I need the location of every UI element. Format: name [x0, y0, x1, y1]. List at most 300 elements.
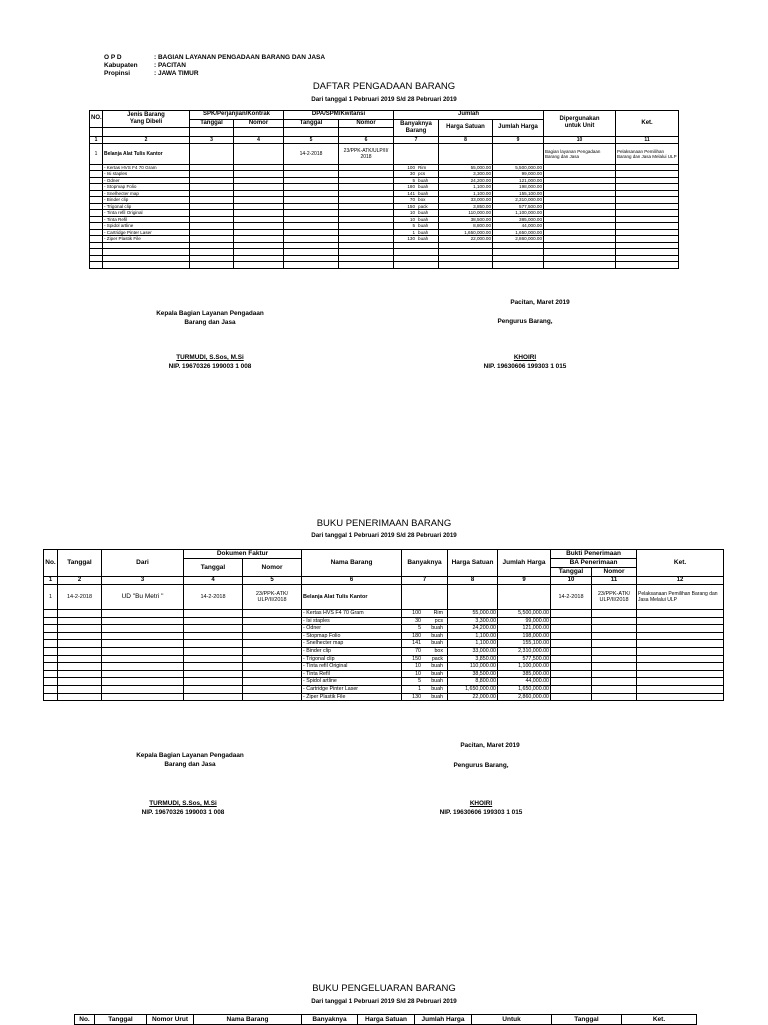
col-number: 7 [402, 577, 448, 585]
cell [339, 262, 394, 269]
col-dpa-tanggal: Tanggal [284, 119, 339, 128]
pengeluaran-title: BUKU PENGELUARAN BARANG [312, 983, 456, 994]
col-dipergunakan: Dipergunakan untuk Unit [544, 111, 616, 137]
item-name: - Kertas HVS F4 70 Gram [103, 164, 190, 171]
item-name: - Snelhecter map [302, 640, 402, 648]
cell [243, 670, 302, 678]
cell [90, 262, 103, 269]
item-unit: Rim [418, 164, 427, 170]
item-qty-value: 70 [409, 197, 416, 202]
item-name: - Trigonal clip [103, 203, 190, 210]
item-total: 577,500.00 [493, 203, 544, 210]
item-name: - Odner [103, 177, 190, 184]
item-name: - Tinta refil Original [302, 663, 402, 671]
item-total: 44,000.00 [498, 678, 551, 686]
cell [592, 632, 637, 640]
item-unit: buah [431, 663, 444, 670]
row2-dari: UD "Bu Metri " [102, 585, 184, 610]
col-number: 1 [90, 136, 103, 143]
item-qty [402, 625, 448, 633]
col-number: 8 [439, 136, 493, 143]
cell [190, 262, 234, 269]
cell [58, 625, 102, 633]
cell [44, 617, 58, 625]
left-nip-2: NIP. 19670326 199003 1 008 [141, 808, 225, 816]
col-header: Untuk [472, 1015, 552, 1025]
item-total: 2,310,000.00 [498, 647, 551, 655]
table-row [44, 647, 724, 655]
item-qty-value: 30 [415, 617, 422, 624]
cell [102, 640, 184, 648]
spacer [190, 128, 234, 137]
propinsi-label: Propinsi [104, 70, 131, 77]
item-unit: buah [418, 236, 429, 241]
col2-dari: Dari [102, 550, 184, 577]
col-number: 11 [616, 136, 679, 143]
cell [184, 670, 243, 678]
cell [394, 143, 439, 164]
item-price: 1,650,000.00 [448, 685, 498, 693]
item-qty-value: 5 [412, 223, 416, 228]
col2-no: No. [44, 550, 58, 577]
cell [592, 647, 637, 655]
col-header: Tanggal [552, 1015, 622, 1025]
right-sign-block-2 [381, 800, 581, 817]
cell [637, 663, 724, 671]
cell [439, 262, 493, 269]
item-total: 155,100.00 [493, 190, 544, 197]
item-total: 121,000.00 [498, 625, 551, 633]
col-jumlah-harga: Jumlah Harga [493, 119, 544, 136]
kabupaten-value: : PACITAN [154, 62, 186, 69]
item-qty-value: 180 [412, 632, 422, 639]
item-name: - Stopmap Folio [103, 184, 190, 191]
item-price: 8,800.00 [448, 678, 498, 686]
item-qty [402, 685, 448, 693]
spacer [339, 128, 394, 137]
item-qty-value: 5 [412, 177, 416, 183]
cell [102, 610, 184, 618]
col-number: 2 [58, 577, 102, 585]
cell [551, 655, 592, 663]
table-row [44, 655, 724, 663]
header-info [104, 54, 325, 78]
cell [448, 585, 498, 610]
item-unit: buah [418, 190, 429, 196]
item-name: - Ziper Plastik File [302, 693, 402, 701]
table-row-empty [90, 262, 679, 269]
item-unit: buah [431, 693, 444, 700]
item-name: - Tinta Refil [103, 216, 190, 223]
cell [243, 678, 302, 686]
col2-bukti: Bukti Penerimaan [551, 550, 637, 559]
table-row [44, 632, 724, 640]
table-row [44, 685, 724, 693]
col-header: Jumlah Harga [415, 1015, 472, 1025]
col-number: 10 [551, 577, 592, 585]
item-price: 24,200.00 [439, 177, 493, 184]
cell [551, 640, 592, 648]
cell [58, 693, 102, 701]
cell [592, 625, 637, 633]
cell [44, 647, 58, 655]
cell [551, 678, 592, 686]
item-unit: buah [431, 625, 444, 632]
cell [102, 693, 184, 701]
cell [592, 693, 637, 701]
col2-dok-tanggal: Tanggal [184, 559, 243, 577]
cell [102, 632, 184, 640]
col2-ba: BA Penerimaan [551, 559, 637, 568]
item-qty-value: 150 [407, 203, 416, 209]
col-header: Nomor Urut [147, 1015, 194, 1025]
place-date-2: Pacitan, Maret 2019 [460, 742, 520, 749]
cell [592, 663, 637, 671]
cell [551, 647, 592, 655]
spacer [234, 128, 284, 137]
cell [243, 693, 302, 701]
propinsi-value: : JAWA TIMUR [154, 70, 199, 77]
item-total: 1,650,000.00 [498, 685, 551, 693]
cell [184, 625, 243, 633]
col-number: 12 [637, 577, 724, 585]
cell [44, 670, 58, 678]
cell [592, 685, 637, 693]
item-name: - Stopmap Folio [302, 632, 402, 640]
opd-label: O P D [104, 54, 122, 61]
cell [184, 617, 243, 625]
item-price: 3,850.00 [439, 203, 493, 210]
item-price: 22,000.00 [439, 236, 493, 243]
penerimaan-table [43, 549, 724, 701]
item-total: 198,000.00 [498, 632, 551, 640]
item-unit: pack [418, 203, 428, 209]
item-price: 55,000.00 [439, 164, 493, 171]
item-name: - Kertas HVS F4 70 Gram [302, 610, 402, 618]
item-name: - Trigonal clip [302, 655, 402, 663]
item-total: 1,650,000.00 [493, 229, 544, 236]
item-unit: pcs [434, 617, 444, 624]
item-total: 99,000.00 [498, 617, 551, 625]
item-price: 3,300.00 [439, 171, 493, 178]
item-qty-value: 130 [407, 236, 416, 241]
pengeluaran-table [74, 1014, 697, 1025]
item-price: 33,000.00 [448, 647, 498, 655]
cell [44, 640, 58, 648]
cell [551, 625, 592, 633]
item-price: 1,100.00 [439, 190, 493, 197]
cell [102, 685, 184, 693]
cell [44, 610, 58, 618]
cell [58, 640, 102, 648]
col2-dokumen: Dokumen Faktur [184, 550, 302, 559]
item-unit: buah [431, 670, 444, 677]
item-name: - Odner [302, 625, 402, 633]
col2-ba-nomor: Nomor [592, 568, 637, 577]
cell [551, 685, 592, 693]
cell [58, 663, 102, 671]
cell [58, 670, 102, 678]
item-total: 577,500.00 [498, 655, 551, 663]
cell [243, 625, 302, 633]
item-unit: box [418, 197, 426, 202]
item-total: 2,860,000.00 [498, 693, 551, 701]
item-qty [402, 655, 448, 663]
item-price: 3,850.00 [448, 655, 498, 663]
cell [637, 693, 724, 701]
table-row [44, 663, 724, 671]
cell [58, 610, 102, 618]
item-qty-value: 10 [409, 210, 416, 215]
item-unit: pcs [418, 171, 426, 176]
row2-tanggal: 14-2-2018 [58, 585, 102, 610]
item-name: - Spidol artline [302, 678, 402, 686]
cell [592, 610, 637, 618]
item-qty-value: 100 [412, 610, 422, 616]
cell [184, 685, 243, 693]
col-ket: Ket. [616, 111, 679, 137]
cell [102, 670, 184, 678]
col-number: 9 [498, 577, 551, 585]
item-unit: buah [418, 216, 429, 222]
cell [637, 610, 724, 618]
cell [243, 617, 302, 625]
cell [184, 663, 243, 671]
cell [184, 678, 243, 686]
item-qty-value: 1 [412, 229, 416, 235]
item-unit: buah [431, 632, 444, 639]
item-price: 1,650,000.00 [439, 229, 493, 236]
row-dpa-nomor: 23/PPK-ATK/ULP/II/ 2018 [339, 143, 394, 164]
col2-harga: Harga Satuan [448, 550, 498, 577]
cell [44, 625, 58, 633]
cell [544, 262, 616, 269]
right-role-2: Pengurus Barang, [453, 762, 509, 769]
item-price: 1,100.00 [439, 184, 493, 191]
item-name: - Binder clip [302, 647, 402, 655]
left-role2-line-1: Kepala Bagian Layanan Pengadaan [136, 752, 244, 759]
cell [103, 262, 190, 269]
item-unit: buah [418, 177, 429, 183]
cell [439, 143, 493, 164]
col-number: 3 [190, 136, 234, 143]
cell [102, 663, 184, 671]
col-header: Banyaknya [302, 1015, 358, 1025]
col-number: 7 [394, 136, 439, 143]
row2-ket: Pelaksanaan Pemilihan Barang dan Jasa Melalui ULP [637, 585, 724, 610]
col-no: NO. [90, 111, 103, 128]
col-header: Harga Satuan [358, 1015, 415, 1025]
cell [637, 617, 724, 625]
cell [234, 262, 284, 269]
col-number: 4 [234, 136, 284, 143]
pengeluaran-subtitle: Dari tanggal 1 Pebruari 2019 S/d 28 Pebruari 2019 [311, 998, 457, 1005]
item-price: 38,500.00 [448, 670, 498, 678]
cell [184, 647, 243, 655]
cell [284, 262, 339, 269]
cell [190, 143, 234, 164]
cell [637, 685, 724, 693]
opd-value: : BAGIAN LAYANAN PENGADAAN BARANG DAN JASA [154, 54, 326, 61]
cell [184, 693, 243, 701]
col-jenis: Jenis Barang Yang Dibeli [103, 111, 190, 128]
cell [551, 610, 592, 618]
item-qty-value: 130 [412, 693, 422, 700]
item-price: 3,300.00 [448, 617, 498, 625]
cell [394, 262, 439, 269]
item-unit: pack [431, 655, 444, 662]
item-unit: buah [431, 640, 444, 647]
item-name: - Ziper Plastik File [103, 236, 190, 243]
row-jenis: Belanja Alat Tulis Kantor [103, 143, 190, 164]
left-role-line-1: Kepala Bagian Layanan Pengadaan [156, 310, 264, 317]
item-price: 1,100.00 [448, 632, 498, 640]
table-row [44, 678, 724, 686]
cell [243, 647, 302, 655]
cell [592, 640, 637, 648]
col-spk-nomor: Nomor [234, 119, 284, 128]
item-unit: buah [418, 210, 429, 215]
col-jumlah: Jumlah [394, 111, 544, 120]
item-qty-value: 30 [409, 171, 416, 176]
right-name-2: KHOIRI [469, 800, 493, 807]
row2-ba-tanggal: 14-2-2018 [551, 585, 592, 610]
item-total: 2,860,000.00 [493, 236, 544, 243]
cell [616, 262, 679, 269]
penerimaan-subtitle: Dari tanggal 1 Pebruari 2019 S/d 28 Pebruari 2019 [311, 532, 457, 539]
left-signatory-2 [80, 752, 300, 769]
item-price: 1,100.00 [448, 640, 498, 648]
cell [58, 647, 102, 655]
cell [551, 693, 592, 701]
cell [102, 678, 184, 686]
right-sign-block-1 [425, 354, 625, 371]
item-qty-value: 100 [407, 164, 416, 170]
cell [58, 685, 102, 693]
col-spk-tanggal: Tanggal [190, 119, 234, 128]
item-name: - Snelhecter map [103, 190, 190, 197]
item-total: 1,100,000.00 [493, 210, 544, 217]
cell [102, 625, 184, 633]
item-qty-value: 1 [418, 685, 422, 692]
cell [184, 632, 243, 640]
daftar-subtitle: Dari tanggal 1 Pebruari 2019 S/d 28 Pebruari 2019 [311, 96, 457, 103]
item-qty-value: 5 [418, 678, 422, 685]
item-qty-value: 70 [415, 647, 422, 654]
daftar-title: DAFTAR PENGADAAN BARANG [312, 81, 456, 92]
col2-ket: Ket. [637, 550, 724, 577]
table-row [44, 693, 724, 701]
cell [58, 655, 102, 663]
right-nip-1: NIP. 19630606 199303 1 015 [483, 362, 567, 370]
col2-tanggal: Tanggal [58, 550, 102, 577]
item-price: 33,000.00 [439, 197, 493, 204]
cell [44, 663, 58, 671]
col-number: 5 [243, 577, 302, 585]
cell [184, 640, 243, 648]
right-role-1: Pengurus Barang, [497, 318, 553, 325]
item-unit: box [434, 647, 444, 654]
cell [637, 640, 724, 648]
table-row [44, 617, 724, 625]
cell [592, 678, 637, 686]
row2-ba-nomor: 23/PPK-ATK/ ULP/II/2018 [592, 585, 637, 610]
item-unit: buah [418, 184, 429, 189]
col-header: No. [75, 1015, 95, 1025]
cell [102, 617, 184, 625]
col2-banyaknya: Banyaknya [402, 550, 448, 577]
cell [184, 610, 243, 618]
row2-no: 1 [44, 585, 58, 610]
item-price: 110,000.00 [448, 663, 498, 671]
cell [637, 647, 724, 655]
left-role-line-2: Barang dan Jasa [184, 318, 236, 326]
col-number: 4 [184, 577, 243, 585]
cell [44, 632, 58, 640]
cell [637, 655, 724, 663]
item-price: 110,000.00 [439, 210, 493, 217]
item-name: - Cartridge Pinter Laser [103, 229, 190, 236]
item-total: 1,100,000.00 [498, 663, 551, 671]
cell [592, 655, 637, 663]
item-qty [402, 647, 448, 655]
item-qty-value: 10 [415, 670, 422, 677]
item-qty [402, 663, 448, 671]
item-name: - Binder clip [103, 197, 190, 204]
left-sign-block-1 [100, 354, 320, 371]
right-nip-2: NIP. 19630606 199303 1 015 [439, 808, 523, 816]
item-qty-value: 180 [407, 184, 416, 189]
col-header: Nama Barang [194, 1015, 302, 1025]
cell [551, 663, 592, 671]
item-name: - Isi staples [103, 171, 190, 178]
cell [44, 655, 58, 663]
item-total: 121,000.00 [493, 177, 544, 184]
cell [243, 685, 302, 693]
cell [592, 617, 637, 625]
left-role2-line-2: Barang dan Jasa [164, 760, 216, 768]
table-row [44, 640, 724, 648]
cell [551, 632, 592, 640]
cell [493, 262, 544, 269]
row2-dok-tanggal: 14-2-2018 [184, 585, 243, 610]
cell [44, 693, 58, 701]
table-row [44, 610, 724, 618]
item-name: - Cartridge Pinter Laser [302, 685, 402, 693]
col-banyaknya: Banyaknya Barang [394, 119, 439, 136]
col-number: 1 [44, 577, 58, 585]
item-qty [402, 617, 448, 625]
col-header: Ket. [622, 1015, 697, 1025]
col-number: 11 [592, 577, 637, 585]
cell [243, 663, 302, 671]
row2-dok-nomor: 23/PPK-ATK/ ULP/II/2018 [243, 585, 302, 610]
item-unit: buah [431, 685, 444, 692]
cell [637, 678, 724, 686]
cell [402, 585, 448, 610]
item-total: 2,310,000.00 [493, 197, 544, 204]
cell [243, 640, 302, 648]
item-total: 99,000.00 [493, 171, 544, 178]
item-unit: buah [431, 678, 444, 685]
cell [58, 678, 102, 686]
col-number: 8 [448, 577, 498, 585]
item-qty-value: 5 [418, 625, 422, 632]
left-name-2: TURMUDI, S.Sos, M.Si [149, 800, 217, 807]
daftar-table [89, 110, 679, 269]
cell [102, 655, 184, 663]
row-ket: Pelaksanaan Pemilihan Barang dan Jasa Melalui ULP [616, 143, 679, 164]
